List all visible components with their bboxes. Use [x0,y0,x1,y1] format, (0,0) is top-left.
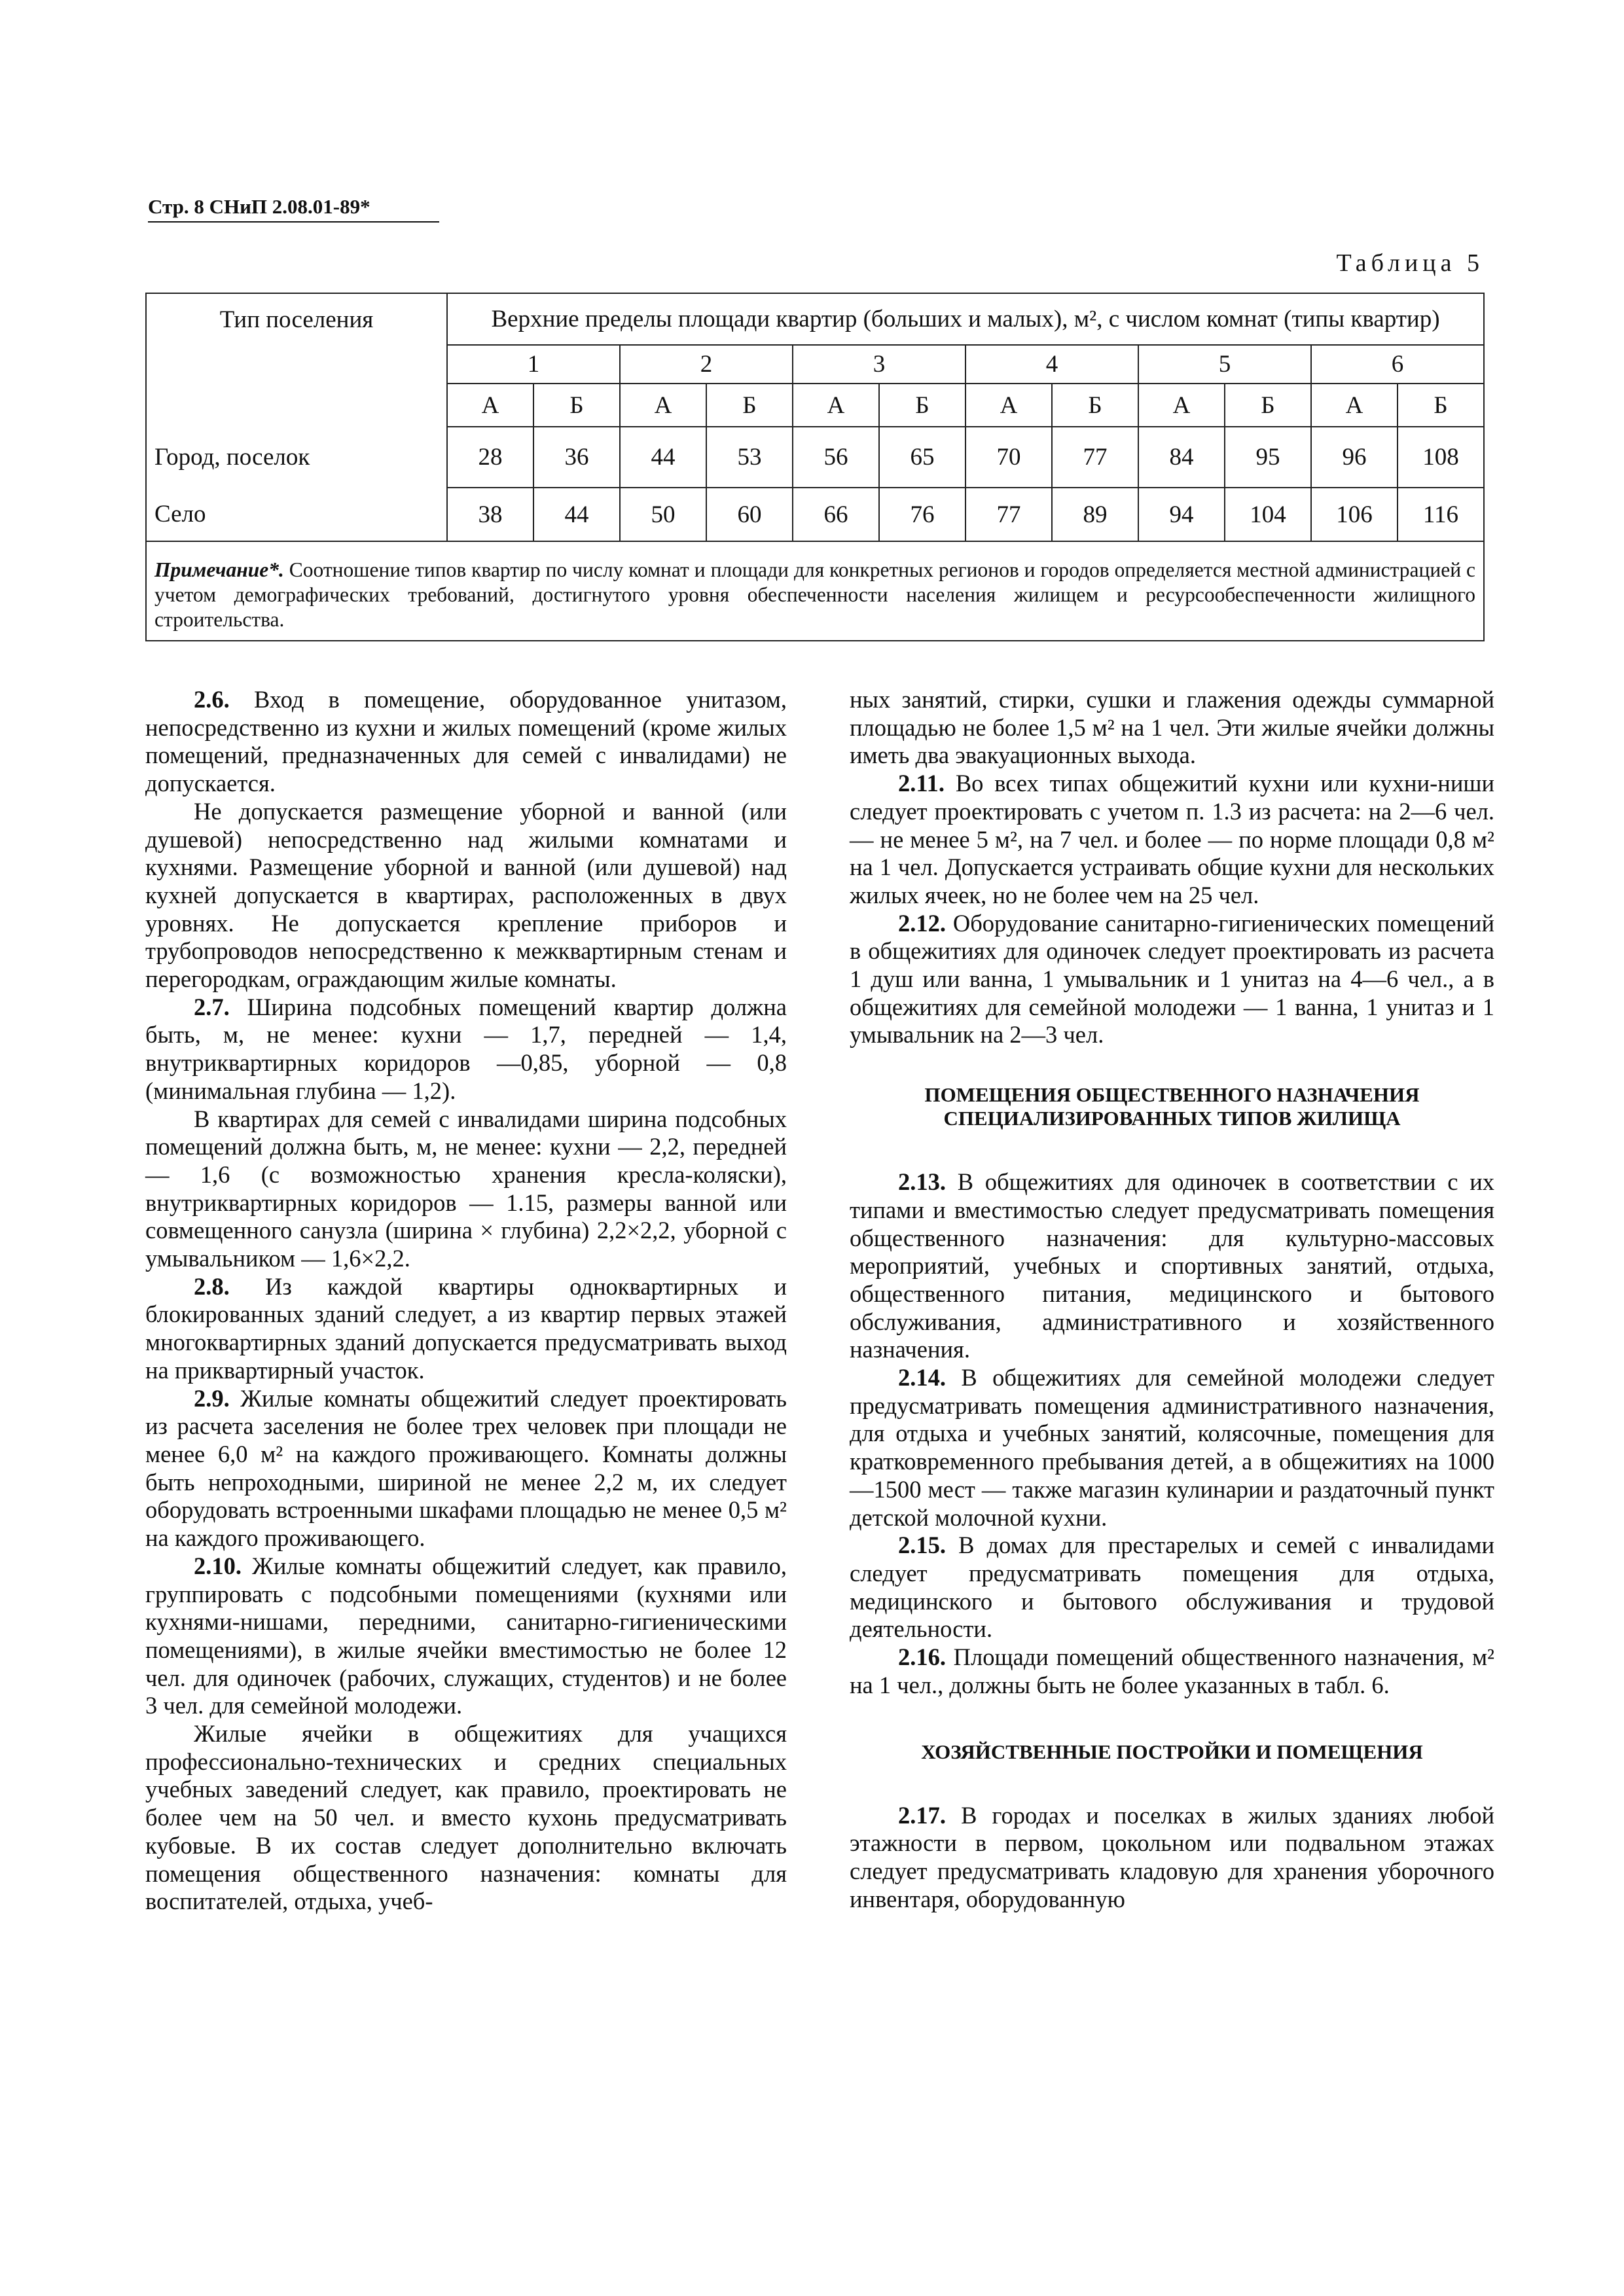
table-cell: 36 [533,427,620,488]
section-heading: ПОМЕЩЕНИЯ ОБЩЕСТВЕННОГО НАЗНАЧЕНИЯ СПЕЦИАЛИЗИРОВАННЫХ ТИПОВ ЖИЛИЩА [924,1083,1420,1130]
paragraph: 2.7. Ширина подсобных помещений квартир должна быть, м, не менее: кухни — 1,7, передней — 1,4, внутриквартирных коридоров —0,85, уборной — 0,8 (минимальная глубина — 1,2). [145,993,787,1104]
paragraph: В квартирах для семей с инвалидами ширина подсобных помещений должна быть, м, не менее: кухни — 2,2, передней — 1,6 (с возможностью хранения кресла-коляски), внутриквартирных коридоров — 1.15, размеры ванной или совмещенного санузла (ширина × глубина) 2,2×2,2, уборной с умывальником — 1,6×2,2. [145,1105,787,1272]
table-room-count: 1 [447,345,620,384]
table-5 [145,293,1485,641]
table-subtype: А [793,384,879,427]
note-text: Соотношение типов квартир по числу комнат и площади для конкретных регионов и городов определяется местной администрацией с учетом демографических требований, достигнутого уровня обеспеченности населения жилищем и ресурсообеспеченности жилищного строительства. [154,558,1475,631]
paragraph-2-17: 2.17. В городах и поселках в жилых зданиях любой этажности в первом, цокольном или подвальном этажах следует предусматривать кладовую для хранения уборочного инвентаря, оборудованную [850,1801,1494,1912]
paragraph: 2.10. Жилые комнаты общежитий следует, как правило, группировать с подсобными помещениями (кухнями или кухнями-нишами, передними, санитарно-гигиеническими помещениями), в жилые ячейки вместимостью не более 12 чел. для одиночек (рабочих, служащих, студентов) и не более 3 чел. для семейной молодежи. [145,1552,787,1719]
table-header-settlement: Тип поселения [146,293,447,345]
right-column [850,686,1494,1913]
table-subtype: Б [533,384,620,427]
table-room-count: 3 [793,345,965,384]
table-row-label: Город, поселок [146,427,447,488]
table-cell: 65 [879,427,965,488]
table-cell: 70 [965,427,1052,488]
table-cell: 76 [879,488,965,541]
table-caption: Таблица 5 [1336,249,1484,277]
table-room-count: 2 [620,345,793,384]
table-cell: 44 [620,427,706,488]
paragraph: Не допускается размещение уборной и ванной (или душевой) непосредственно над жилыми комнатами и кухнями. Размещение уборной и ванной (или душевой) над кухней допускается в квартирах, расположенных в двух уровнях. Не допускается крепление приборов и трубопроводов непосредственно к межквартирным стенам и перегородкам, ограждающим жилые комнаты. [145,797,787,993]
table-subtype: Б [879,384,965,427]
paragraph: 2.6. Вход в помещение, оборудованное унитазом, непосредственно из кухни и жилых помещений (кроме жилых помещений, предназначенных для семей с инвалидами) не допускается. [145,686,787,797]
table-cell: 108 [1398,427,1484,488]
paragraph: ных занятий, стирки, сушки и глажения одежды суммарной площадью не более 1,5 м² на 1 чел. Эти жилые ячейки должны иметь два эвакуационных выхода. [850,686,1494,769]
table-cell: 66 [793,488,879,541]
table-room-count: 5 [1138,345,1311,384]
table-subtype: А [1311,384,1398,427]
table-subtype: А [1138,384,1225,427]
table-room-count: 4 [965,345,1138,384]
paragraph-2-14: 2.14. В общежитиях для семейной молодежи следует предусматривать помещения административного назначения, для отдыха и учебных занятий, колясочные, помещения для кратковременного пребывания детей, а в общежитиях на 1000—1500 мест — также магазин кулинарии и раздаточный пункт детской молочной кухни. [850,1364,1494,1531]
table-cell: 96 [1311,427,1398,488]
paragraph-2-13: 2.13. В общежитиях для одиночек в соответствии с их типами и вместимостью следует предусматривать помещения общественного назначения: для культурно-массовых мероприятий, учебных и спортивных занятий, отдыха, общественного питания, медицинского и бытового обслуживания, административного и хозяйственного назначения. [850,1168,1494,1363]
table-subtype: А [447,384,533,427]
table-cell: 106 [1311,488,1398,541]
table-cell: 89 [1052,488,1138,541]
paragraph: Жилые ячейки в общежитиях для учащихся профессионально-технических и средних специальных учебных заведений следует, как правило, проектировать не более чем на 50 чел. и вместо кухонь предусматривать кубовые. В их состав следует дополнительно включать помещения общественного назначения: комнаты для воспитателей, отдыха, учеб- [145,1720,787,1915]
table-cell: 116 [1398,488,1484,541]
page-header: Стр. 8 СНиП 2.08.01-89* [148,195,439,223]
paragraph-2-15: 2.15. В домах для престарелых и семей с инвалидами следует предусматривать помещения для отдыха, медицинского и бытового обслуживания и трудовой деятельности. [850,1532,1494,1643]
paragraph: 2.8. Из каждой квартиры одноквартирных и блокированных зданий следует, а из квартир первых этажей многоквартирных зданий допускается предусматривать выход на приквартирный участок. [145,1272,787,1384]
table-subtype: Б [1225,384,1311,427]
table-subtype: Б [1052,384,1138,427]
table-note [146,541,1484,641]
table-cell: 38 [447,488,533,541]
note-label: Примечание*. [154,558,284,581]
table-subtype: А [620,384,706,427]
table-cell: 28 [447,427,533,488]
table-cell: 77 [1052,427,1138,488]
paragraph-2-12: 2.12. Оборудование санитарно-гигиенических помещений в общежитиях для одиночек следует проектировать из расчета 1 душ или ванна, 1 умывальник и 1 унитаз на 4—6 чел., а в общежитиях для семейной молодежи — 1 ванна, 1 унитаз и 1 умывальник на 2—3 чел. [850,909,1494,1049]
table-cell: 60 [706,488,793,541]
table-cell: 44 [533,488,620,541]
table-header-main: Верхние пределы площади квартир (больших и малых), м², с числом комнат (типы квартир) [447,293,1484,345]
table-subtype: Б [706,384,793,427]
table-cell: 94 [1138,488,1225,541]
table-cell: 84 [1138,427,1225,488]
left-column [145,686,787,1916]
table-cell: 56 [793,427,879,488]
table-cell: 53 [706,427,793,488]
table-row-label: Село [146,488,447,541]
paragraph: 2.9. Жилые комнаты общежитий следует проектировать из расчета заселения не более трех человек при площади не менее 6,0 м² на каждого проживающего. Комнаты должны быть непроходными, шириной не менее 2,2 м, их следует оборудовать встроенными шкафами площадью не менее 0,5 м² на каждого проживающего. [145,1384,787,1552]
paragraph-2-11: 2.11. Во всех типах общежитий кухни или кухни-ниши следует проектировать с учетом п. 1.3 из расчета: на 2—6 чел. — не менее 5 м², на 7 чел. и более — по норме площади 0,8 м² на 1 чел. Допускается устраивать общие кухни для нескольких жилых ячеек, но не более чем на 25 чел. [850,770,1494,908]
table-cell: 95 [1225,427,1311,488]
table-subtype: Б [1398,384,1484,427]
section-heading: ХОЗЯЙСТВЕННЫЕ ПОСТРОЙКИ И ПОМЕЩЕНИЯ [921,1740,1423,1763]
table-cell: 50 [620,488,706,541]
paragraph-2-16: 2.16. Площади помещений общественного назначения, м² на 1 чел., должны быть не более указанных в табл. 6. [850,1643,1494,1698]
table-room-count: 6 [1311,345,1484,384]
table-cell: 77 [965,488,1052,541]
table-cell: 104 [1225,488,1311,541]
table-subtype: А [965,384,1052,427]
